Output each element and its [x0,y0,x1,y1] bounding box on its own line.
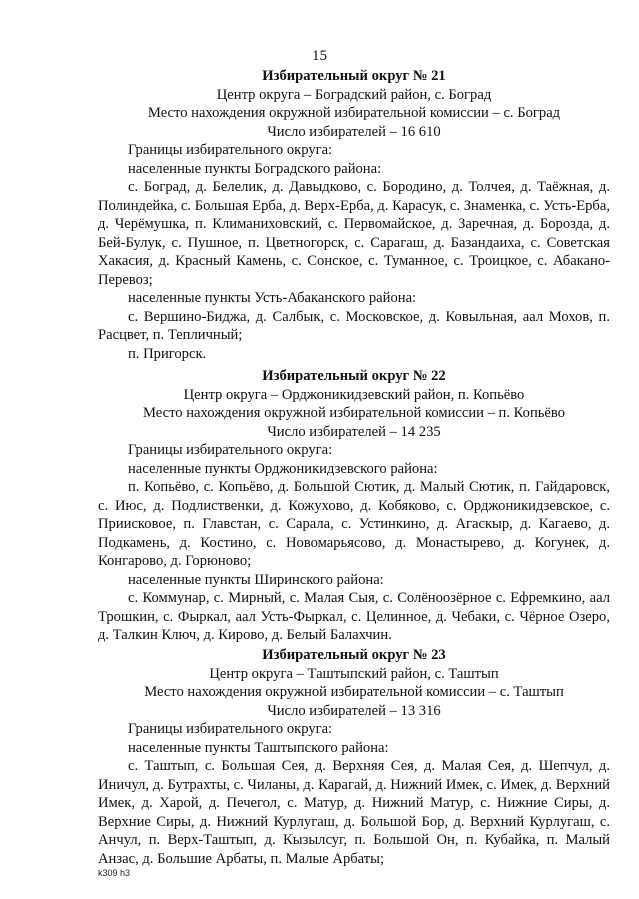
settlements-list: с. Вершино-Биджа, д. Салбык, с. Московское, д. Ковыльная, аал Мохов, п. Расцвет, п. Тепличный; [98,308,610,343]
group-label: населенные пункты Усть-Абаканского района: [128,290,417,306]
settlements-list: с. Таштып, с. Большая Сея, д. Верхняя Сея, д. Малая Сея, д. Шепчул, д. Иничул, д. Бутрахты, с. Чиланы, д. Карагай, д. Нижний Имек, с. Имек, д. Верхний Имек, д. Харой, д. Печегол, с. Матур, д. Нижний Матур, с. Нижние Сиры, д. Верхние Сиры, д. Нижний Курлугаш, д. Большой Бор, д. Верхний Курлугаш, с. Анчул, п. Верх-Таштып, д. Кызылсуг, п. Большой Он, п. Кубайка, п. Малый Анзас, д. Большие Арбаты, п. Малые Арбаты; [98,758,610,867]
page-number: 15 [312,48,327,64]
voter-count: Число избирателей – 14 235 [267,423,441,440]
district-title: Избирательный округ № 21 [262,68,446,84]
commission-location: Место нахождения окружной избирательной комиссии – с. Таштып [144,684,564,700]
settlements-list: п. Пригорск. [128,345,207,362]
district-23-section [98,646,610,868]
district-22-section [98,367,610,645]
commission-location: Место нахождения окружной избирательной комиссии – с. Боград [147,105,561,121]
borders-label: Границы избирательного округа: [128,721,333,737]
settlements-list: п. Копьёво, с. Копьёво, д. Большой Сютик, д. Малый Сютик, п. Гайдаровск, с. Июс, д. Подлиственки, д. Кожухово, д. Кобяково, с. Орджоникидзевское, с. Приисковое, п. Главстан, с. Сарала, с. Устинкино, д. Агаскыр, д. Кагаево, д. Подкамень, д. Костино, с. Новомарьясово, д. Монастырево, д. Когунек, д. Конгарово, д. Горюново; [98,479,610,569]
district-21-section [98,67,610,363]
district-center: Центр округа – Боградский район, с. Боград [216,86,492,103]
footer-code: k309 h3 [98,868,131,878]
district-center: Центр округа – Орджоникидзевский район, п. Копьёво [183,386,525,403]
voter-count: Число избирателей – 13 316 [267,702,441,719]
voter-count: Число избирателей – 16 610 [267,123,441,140]
commission-location: Место нахождения окружной избирательной комиссии – п. Копьёво [143,405,565,421]
settlements-list: с. Коммунар, с. Мирный, с. Малая Сыя, с. Солёноозёрное с. Ефремкино, аал Трошкин, с. Фыркал, аал Усть-Фыркал, с. Целинное, д. Чебаки, с. Чёрное Озеро, д. Талкин Ключ, д. Кирово, д. Белый Балахчин. [98,590,610,643]
group-label: населенные пункты Таштыпского района: [128,739,389,756]
district-title: Избирательный округ № 22 [262,368,446,384]
group-label: населенные пункты Боградского района: [128,160,382,177]
borders-label: Границы избирательного округа: [128,142,333,158]
district-title: Избирательный округ № 23 [262,647,446,663]
district-center: Центр округа – Таштыпский район, с. Таштып [209,665,499,682]
borders-label: Границы избирательного округа: [128,442,333,458]
group-label: населенные пункты Ширинского района: [128,571,384,588]
group-label: населенные пункты Орджоникидзевского района: [128,460,438,477]
settlements-list: с. Боград, д. Белелик, д. Давыдково, с. Бородино, д. Толчея, д. Таёжная, д. Полиндейка, с. Большая Ерба, д. Верх-Ерба, д. Карасук, с. Знаменка, с. Усть-Ерба, д. Черёмушка, п. Климаниховский, с. Первомайское, д. Заречная, д. Борозда, д. Бей-Булук, с. Пушное, п. Цветногорск, с. Сарагаш, д. Базандаиха, с. Советская Хакасия, д. Красный Камень, с. Сонское, с. Туманное, с. Троицкое, с. Абакано-Перевоз; [98,179,610,288]
